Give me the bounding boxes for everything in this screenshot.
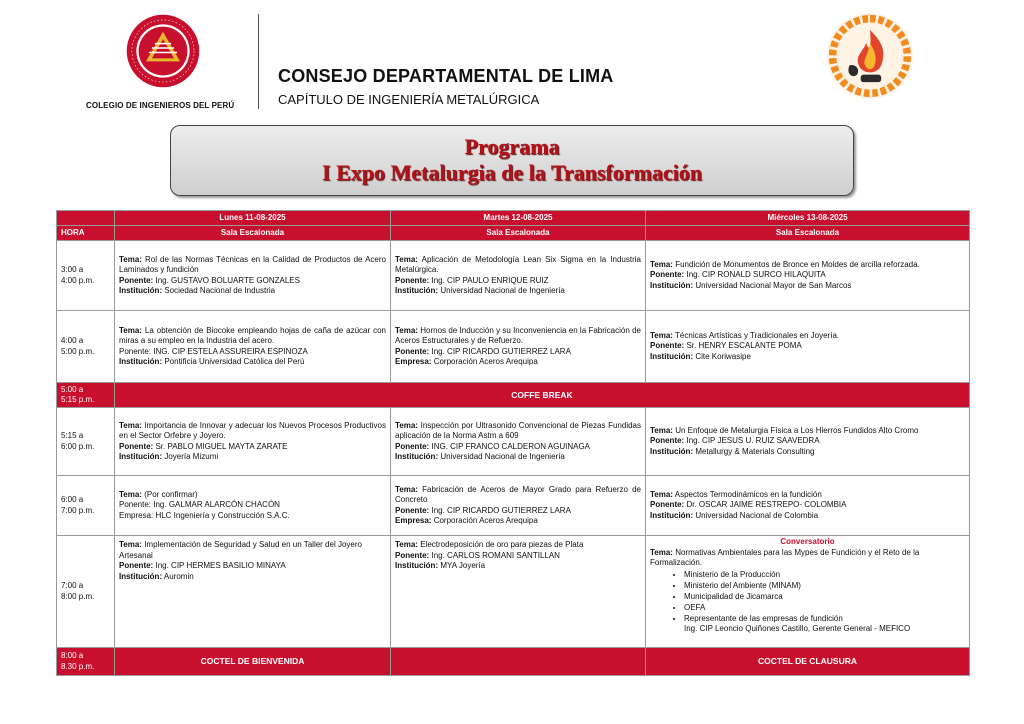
days-header-row	[57, 211, 970, 226]
header-divider	[258, 14, 259, 109]
conversatorio-cell: Conversatorio Tema: Normativas Ambientales para las Mypes de Fundición y el Reto de la Formalización. • Ministerio de la Producción • Ministerio del Ambiente (MINAM) • Municipalidad de Jicamarca • OEFA • Representante de las empresas de fundición Ing. CIP Leoncio Quiñones Castillo, Gerente General - MEFICO	[646, 536, 970, 648]
conversatorio-heading: Conversatorio	[780, 537, 835, 546]
session-cell: Tema: Importancia de Innovar y adecuar los Nuevos Procesos Productivos en el Sector Orfebre y Joyero. Ponente: Sr. PABLO MIGUEL MAYTA ZARATE Institución: Joyería Mizumi	[115, 408, 391, 476]
program-banner	[170, 125, 854, 196]
session-cell: Tema: (Por confirmar) Ponente: Ing. GALMAR ALARCÓN CHACÓN Empresa: HLC Ingeniería y Construcción S.A.C.	[115, 476, 391, 536]
banner-title: Programa	[464, 134, 560, 159]
session-cell: Tema: Técnicas Artísticas y Tradicionales en Joyería. Ponente: Sr. HENRY ESCALANTE POMA Institución: Cite Koriwasipe	[646, 311, 970, 383]
session-cell: Tema: Fundición de Monumentos de Bronce en Moldes de arcilla reforzada. Ponente: Ing. CIP RONALD SURCO HILAQUITA Institución: Universidad Nacional Mayor de San Marcos	[646, 241, 970, 311]
coffee-break-row	[57, 383, 970, 408]
room-header-row	[57, 226, 970, 241]
council-title: CONSEJO DEPARTAMENTAL DE LIMA	[278, 66, 614, 86]
list-item: • Ministerio de la Producción	[684, 569, 965, 580]
metalurgia-transformacion-logo	[814, 8, 926, 104]
welcome-cocktail-label: COCTEL DE BIENVENIDA	[115, 648, 391, 676]
closing-cocktail-label: COCTEL DE CLAUSURA	[646, 648, 970, 676]
session-cell: Tema: Aplicación de Metodología Lean Six Sigma en la Industria Metalúrgica. Ponente: Ing. CIP PAULO ENRIQUE RUIZ Institución: Universidad Nacional de Ingeniería	[391, 241, 646, 311]
hour-cell: 4:00 a 5:00 p.m.	[57, 311, 115, 383]
list-item: • Municipalidad de Jicamarca	[684, 591, 965, 602]
table-row	[57, 311, 970, 383]
hour-cell: 3:00 a 4:00 p.m.	[57, 241, 115, 311]
table-row	[57, 476, 970, 536]
session-cell: Tema: Inspección por Ultrasonido Convencional de Piezas Fundidas aplicación de la Norma Astm a 609 Ponente: ING. CIP FRANCO CALDERON AGUINAGA Institución: Universidad Nacional de Ingeniería	[391, 408, 646, 476]
list-item: • Representante de las empresas de fundición	[684, 613, 965, 624]
logo-left-caption: COLEGIO DE INGENIEROS DEL PERÚ	[86, 101, 235, 110]
list-item: • OEFA	[684, 602, 965, 613]
session-cell: Tema: Aspectos Termodinámicos en la fundición Ponente: Dr. OSCAR JAIME RESTREPO- COLOMBIA Institución: Universidad Nacional de Colombia	[646, 476, 970, 536]
banner-subtitle: I Expo Metalurgia de la Transformación	[322, 160, 702, 185]
hour-cell: 5:00 a 5:15 p.m.	[57, 383, 115, 408]
coffee-break-label: COFFE BREAK	[115, 383, 970, 408]
room-miercoles: Sala Escalonada	[646, 226, 970, 241]
session-cell: Tema: Implementación de Seguridad y Salud en un Taller del Joyero Artesanal Ponente: Ing. CIP HERMES BASILIO MINAYA Institución: Auromin	[115, 536, 391, 648]
hour-cell: 7:00 a 8:00 p.m.	[57, 536, 115, 648]
hora-header: HORA	[57, 226, 115, 241]
day-header-martes: Martes 12-08-2025	[391, 211, 646, 226]
closing-row	[57, 648, 970, 676]
session-cell: Tema: Fabricación de Aceros de Mayor Grado para Refuerzo de Concreto Ponente: Ing. CIP RICARDO GUTIERREZ LARA Empresa: Corporación Aceros Arequipa	[391, 476, 646, 536]
hour-cell: 6:00 a 7:00 p.m.	[57, 476, 115, 536]
hour-cell: 5:15 a 6:00 p.m.	[57, 408, 115, 476]
empty-corner-cell	[57, 211, 115, 226]
participant-list	[650, 569, 965, 624]
chapter-subtitle: CAPÍTULO DE INGENIERÍA METALÚRGICA	[278, 92, 540, 107]
hour-cell: 8:00 a 8.30 p.m.	[57, 648, 115, 676]
table-row	[57, 536, 970, 648]
room-martes: Sala Escalonada	[391, 226, 646, 241]
session-cell: Tema: Hornos de Inducción y su Inconveniencia en la Fabricación de Aceros Estructurales y de Refuerzo. Ponente: Ing. CIP RICARDO GUTIERREZ LARA Empresa: Corporación Aceros Arequipa	[391, 311, 646, 383]
session-cell: Tema: Un Enfoque de Metalurgia Física a Los Hierros Fundidos Alto Cromo Ponente: Ing. CIP JESUS U. RUIZ SAAVEDRA Institución: Metallurgy & Materials Consulting	[646, 408, 970, 476]
session-cell: Tema: La obtención de Biocoke empleando hojas de caña de azúcar con miras a su empleo en la Industria del acero. Ponente: ING. CIP ESTELA ASSUREIRA ESPINOZA Institución: Pontificia Universidad Católica del Perú	[115, 311, 391, 383]
session-cell: Tema: Rol de las Normas Técnicas en la Calidad de Productos de Acero Laminados y fundición Ponente: Ing. GUSTAVO BOLUARTE GONZALES Institución: Sociedad Nacional de Industria	[115, 241, 391, 311]
session-cell: Tema: Electrodeposición de oro para piezas de Plata Ponente: Ing. CARLOS ROMANI SANTILLAN Institución: MYA Joyería	[391, 536, 646, 648]
list-item: • Ministerio del Ambiente (MINAM)	[684, 580, 965, 591]
colegio-ingenieros-logo	[126, 14, 200, 88]
table-row	[57, 408, 970, 476]
day-header-miercoles: Miércoles 13-08-2025	[646, 211, 970, 226]
room-lunes: Sala Escalonada	[115, 226, 391, 241]
program-table	[56, 210, 970, 676]
conversatorio-closing-line: Ing. CIP Leoncio Quiñones Castillo, Gerente General - MEFICO	[684, 623, 911, 633]
table-row	[57, 241, 970, 311]
day-header-lunes: Lunes 11-08-2025	[115, 211, 391, 226]
empty-cell	[391, 648, 646, 676]
